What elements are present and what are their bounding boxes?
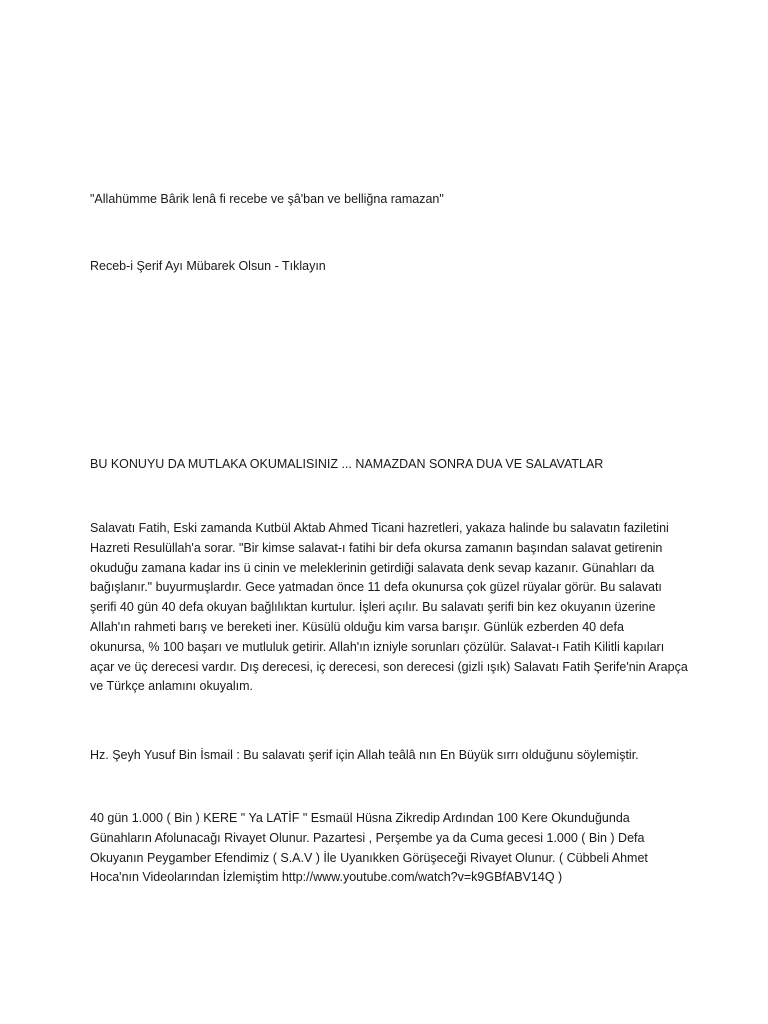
latif-line: 40 gün 1.000 ( Bin ) KERE " Ya LATİF " Esmaül Hüsna Zikredip Ardından 100 Kere Okunduğunda [90,811,630,825]
salavat-line: Salavatı Fatih, Eski zamanda Kutbül Aktab Ahmed Ticani hazretleri, yakaza halinde bu salavatın faziletini [90,521,669,535]
salavat-line: açar ve üç derecesi vardır. Dış derecesi, iç derecesi, son derecesi (gizli ışık) Salavatı Fatih Şerife'nin Arapça [90,659,688,674]
latif-line: Günahların Afolunacağı Rivayet Olunur. Pazartesi , Perşembe ya da Cuma gecesi 1.000 ( Bin ) Defa [90,830,645,845]
prayer-line: "Allahümme Bârik lenâ fi recebe ve şâ'ban ve belliğna ramazan" [90,192,444,206]
must-read-heading: BU KONUYU DA MUTLAKA OKUMALISINIZ ... NAMAZDAN SONRA DUA VE SALAVATLAR [90,457,604,471]
salavat-line: şerifi 40 gün 40 defa okuyan bağlılıktan kurtulur. İşleri açılır. Bu salavatı şerifi bin kez okuyanın üzerine [90,600,656,615]
regaib-link[interactable]: Receb-i Şerif Ayı Mübarek Olsun - Tıklayın [90,259,326,273]
latif-paragraph [90,809,680,888]
salavat-line: okunursa, % 100 başarı ve mutluluk getirir. Allah'ın izniyle sorunları çözülür. Salavat-ı Fatih Kilitli kapıları [90,639,665,654]
salavat-line: ve Türkçe anlamını okuyalım. [90,679,254,694]
latif-line: Hoca'nın Videolarından İzlemiştim http://www.youtube.com/watch?v=k9GBfABV14Q ) [90,870,563,885]
latif-line: Okuyanın Peygamber Efendimiz ( S.A.V ) İle Uyanıkken Görüşeceği Rivayet Olunur. ( Cübbeli Ahmet [90,850,648,865]
salavat-line: okuduğu zamana kadar ins ü cinin ve meleklerinin getirdiği salavata denk sevap kazanır. Günahları da [90,560,655,575]
salavat-line: bağışlanır." buyurmuşlardır. Gece yatmadan önce 11 defa okunursa çok güzel rüyalar görür. Bu salavatı [90,580,662,595]
salavat-line: Hazreti Resulüllah'a sorar. "Bir kimse salavat-ı fatihi bir defa okursa zamanın başından salavat getirenin [90,540,663,555]
salavat-line: Allah'ın rahmeti barış ve bereketi iner. Küsülü olduğu kim varsa barışır. Günlük ezberden 40 defa [90,619,624,634]
yusuf-line: Hz. Şeyh Yusuf Bin İsmail : Bu salavatı şerif için Allah teâlâ nın En Büyük sırrı olduğunu söylemiştir. [90,748,639,762]
salavat-paragraph [90,519,688,697]
